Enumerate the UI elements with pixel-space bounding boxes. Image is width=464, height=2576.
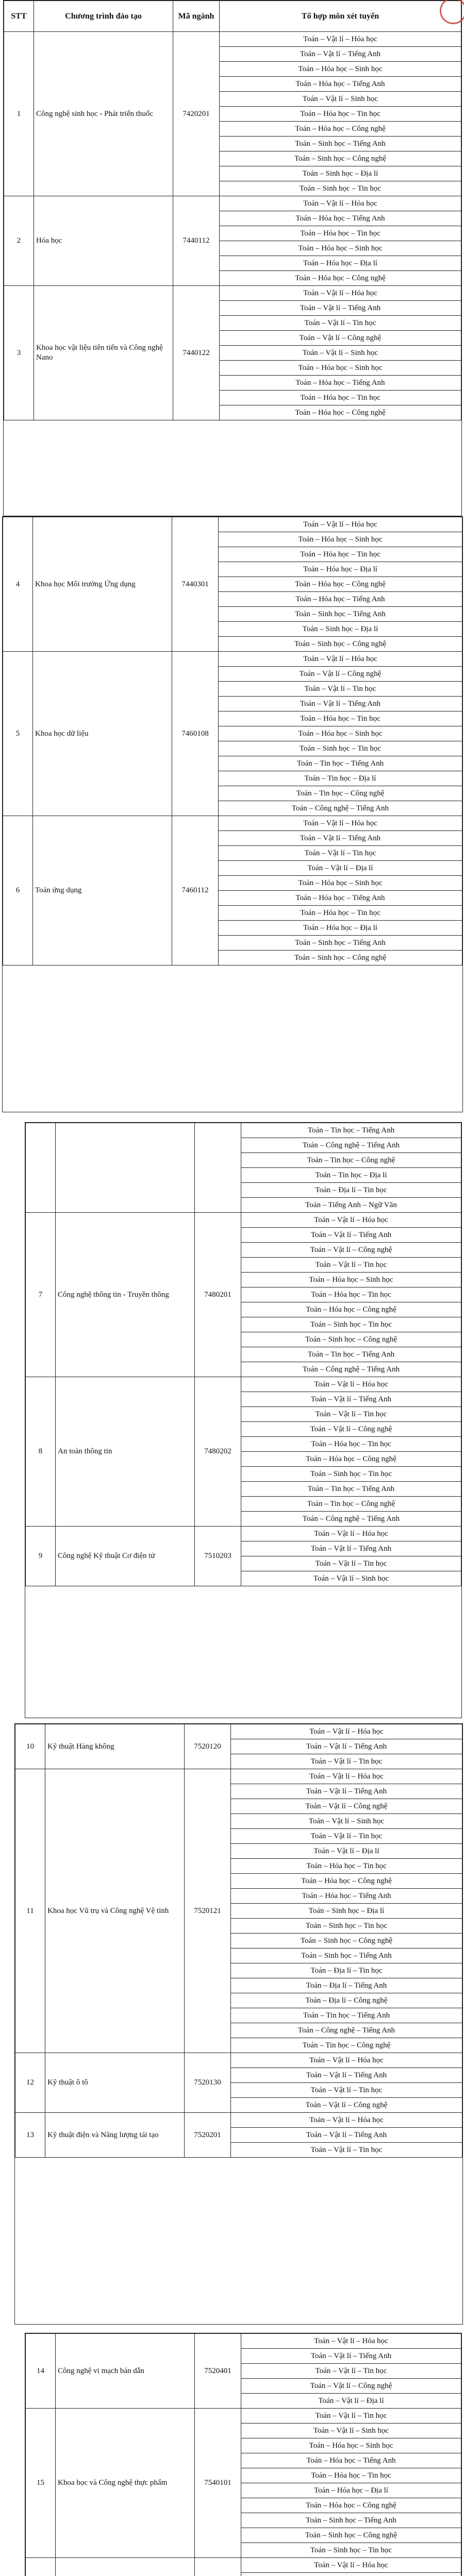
table-row bbox=[4, 286, 461, 301]
subject-combination: Toán – Sinh học – Tin học bbox=[231, 1919, 462, 1934]
table-row bbox=[15, 2113, 462, 2128]
subject-combination: Toán – Vật lí – Tiếng Anh bbox=[241, 1228, 461, 1243]
subject-combination: Toán – Vật lí – Địa lí bbox=[241, 2394, 461, 2409]
subject-combination: Toán – Vật lí – Tin học bbox=[231, 2083, 462, 2098]
header-row bbox=[4, 1, 461, 32]
program-name: An toàn thông tin bbox=[56, 1377, 195, 1527]
subject-combination: Toán – Vật lí – Công nghệ bbox=[241, 1422, 461, 1437]
subject-combination: Toán – Hóa học – Công nghệ bbox=[220, 122, 461, 137]
program-stt: 3 bbox=[4, 286, 34, 420]
subject-combination: Toán – Vật lí – Hóa học bbox=[241, 1527, 461, 1541]
program-stt bbox=[26, 2558, 56, 2576]
subject-combination: Toán – Công nghệ – Tiếng Anh bbox=[241, 1138, 461, 1153]
subject-combination: Toán – Tin học – Công nghệ bbox=[241, 1497, 461, 1512]
subject-combination: Toán – Tin học – Công nghệ bbox=[241, 1153, 461, 1168]
subject-combination: Toán – Vật lí – Hóa học bbox=[241, 2334, 461, 2349]
subject-combination: Toán – Sinh học – Tin học bbox=[241, 1467, 461, 1482]
program-name: Khoa học và Công nghệ thực phẩm bbox=[56, 2409, 195, 2558]
program-stt bbox=[26, 1123, 56, 1213]
subject-combination: Toán – Vật lí – Công nghệ bbox=[241, 2379, 461, 2394]
subject-combination: Toán – Hóa học – Tiếng Anh bbox=[220, 77, 461, 92]
subject-combination: Toán – Vật lí – Sinh học bbox=[241, 1571, 461, 1586]
subject-combination: Toán – Vật lí – Công nghệ bbox=[231, 1799, 462, 1814]
subject-combination: Toán – Hóa học – Tin học bbox=[219, 711, 462, 726]
subject-combination: Toán – Hóa học – Công nghệ bbox=[220, 271, 461, 286]
program-name: Công nghệ thông tin - Truyền thông bbox=[56, 1213, 195, 1377]
subject-combination: Toán – Vật lí – Tin học bbox=[231, 1829, 462, 1844]
subject-combination: Toán – Hóa học – Sinh học bbox=[219, 876, 462, 891]
subject-combination: Toán – Tin học – Tiếng Anh bbox=[241, 1482, 461, 1497]
subject-combination: Toán – Vật lí – Tin học bbox=[219, 846, 462, 861]
subject-combination: Toán – Hóa học – Sinh học bbox=[220, 241, 461, 256]
subject-combination: Toán – Sinh học – Công nghệ bbox=[241, 2528, 461, 2543]
subject-combination: Toán – Vật lí – Công nghệ bbox=[219, 667, 462, 682]
subject-combination: Toán – Vật lí – Hóa học bbox=[241, 2558, 461, 2573]
program-stt: 6 bbox=[3, 816, 33, 965]
subject-combination bbox=[241, 2573, 461, 2576]
program-code: 7520120 bbox=[185, 1724, 231, 1769]
subject-combination: Toán – Vật lí – Tiếng Anh bbox=[220, 47, 461, 62]
subject-combination: Toán – Sinh học – Địa lí bbox=[231, 1904, 462, 1919]
subject-combination: Toán – Sinh học – Tiếng Anh bbox=[219, 607, 462, 622]
program-name: Kỹ thuật điện và Năng lượng tái tạo bbox=[45, 2113, 185, 2158]
table-row bbox=[26, 1377, 461, 1392]
table-row bbox=[26, 1123, 461, 1138]
program-code: 7520130 bbox=[185, 2053, 231, 2113]
subject-combination: Toán – Vật lí – Tin học bbox=[231, 1754, 462, 1769]
program-stt: 13 bbox=[15, 2113, 45, 2158]
subject-combination: Toán – Hóa học – Tin học bbox=[220, 226, 461, 241]
subject-combination: Toán – Địa lí – Tin học bbox=[241, 1183, 461, 1198]
program-stt: 4 bbox=[3, 517, 33, 652]
program-code: 7510203 bbox=[195, 1527, 241, 1586]
subject-combination: Toán – Công nghệ – Tiếng Anh bbox=[241, 1512, 461, 1527]
program-stt: 1 bbox=[4, 32, 34, 196]
subject-combination: Toán – Vật lí – Sinh học bbox=[220, 346, 461, 361]
subject-combination: Toán – Hóa học – Địa lí bbox=[219, 562, 462, 577]
header-stt: STT bbox=[4, 1, 34, 32]
subject-combination: Toán – Hóa học – Công nghệ bbox=[241, 2498, 461, 2513]
subject-combination: Toán – Hóa học – Tin học bbox=[220, 391, 461, 405]
subject-combination: Toán – Vật lí – Tiếng Anh bbox=[231, 2128, 462, 2143]
subject-combination: Toán – Sinh học – Công nghệ bbox=[241, 1332, 461, 1347]
subject-combination: Toán – Vật lí – Tin học bbox=[219, 682, 462, 697]
header-program: Chương trình đào tạo bbox=[34, 1, 173, 32]
subject-combination: Toán – Hóa học – Tin học bbox=[220, 107, 461, 122]
table-row bbox=[26, 1527, 461, 1541]
subject-combination: Toán – Hóa học – Công nghệ bbox=[220, 405, 461, 420]
admission-table bbox=[25, 2333, 461, 2576]
admission-table bbox=[4, 1, 461, 420]
subject-combination: Toán – Hóa học – Tin học bbox=[241, 2468, 461, 2483]
subject-combination: Toán – Công nghệ – Tiếng Anh bbox=[241, 1362, 461, 1377]
table-row bbox=[15, 2053, 462, 2068]
subject-combination: Toán – Vật lí – Hóa học bbox=[220, 286, 461, 301]
subject-combination: Toán – Sinh học – Tiếng Anh bbox=[220, 137, 461, 151]
program-code bbox=[195, 2558, 241, 2576]
subject-combination: Toán – Hóa học – Công nghệ bbox=[231, 1874, 462, 1889]
subject-combination: Toán – Hóa học – Sinh học bbox=[219, 726, 462, 741]
subject-combination: Toán – Sinh học – Tin học bbox=[220, 181, 461, 196]
subject-combination: Toán – Vật lí – Hóa học bbox=[241, 1213, 461, 1228]
subject-combination: Toán – Vật lí – Hóa học bbox=[241, 1377, 461, 1392]
subject-combination: Toán – Tin học – Tiếng Anh bbox=[241, 1123, 461, 1138]
subject-combination: Toán – Vật lí – Tiếng Anh bbox=[220, 301, 461, 316]
subject-combination: Toán – Hóa học – Tin học bbox=[231, 1859, 462, 1874]
program-name: Kỹ thuật ô tô bbox=[45, 2053, 185, 2113]
program-stt: 5 bbox=[3, 652, 33, 816]
subject-combination: Toán – Hóa học – Tiếng Anh bbox=[231, 1889, 462, 1904]
subject-combination: Toán – Vật lí – Tiếng Anh bbox=[241, 2349, 461, 2364]
subject-combination: Toán – Vật lí – Địa lí bbox=[219, 861, 462, 876]
subject-combination: Toán – Vật lí – Tiếng Anh bbox=[231, 1784, 462, 1799]
subject-combination: Toán – Hóa học – Sinh học bbox=[241, 1273, 461, 1287]
subject-combination: Toán – Tiếng Anh – Ngữ Văn bbox=[241, 1198, 461, 1213]
subject-combination: Toán – Vật lí – Hóa học bbox=[231, 1724, 462, 1739]
table-row bbox=[26, 1213, 461, 1228]
subject-combination: Toán – Vật lí – Tin học bbox=[231, 2143, 462, 2158]
program-name: Kỹ thuật Hàng không bbox=[45, 1724, 185, 1769]
subject-combination: Toán – Hóa học – Tiếng Anh bbox=[220, 211, 461, 226]
subject-combination: Toán – Sinh học – Công nghệ bbox=[219, 637, 462, 652]
subject-combination: Toán – Vật lí – Tiếng Anh bbox=[241, 1541, 461, 1556]
subject-combination: Toán – Vật lí – Hóa học bbox=[219, 652, 462, 667]
subject-combination: Toán – Vật lí – Tiếng Anh bbox=[241, 1392, 461, 1407]
subject-combination: Toán – Công nghệ – Tiếng Anh bbox=[219, 801, 462, 816]
subject-combination: Toán – Vật lí – Công nghệ bbox=[241, 1243, 461, 1258]
subject-combination: Toán – Địa lí – Công nghệ bbox=[231, 1993, 462, 2008]
subject-combination: Toán – Vật lí – Công nghệ bbox=[231, 2098, 462, 2113]
subject-combination: Toán – Tin học – Công nghệ bbox=[231, 2038, 462, 2053]
table-row bbox=[15, 1769, 462, 1784]
program-name: Công nghệ Kỹ thuật Cơ điện tử bbox=[56, 1527, 195, 1586]
subject-combination: Toán – Hóa học – Tiếng Anh bbox=[241, 2453, 461, 2468]
subject-combination: Toán – Tin học – Tiếng Anh bbox=[231, 2008, 462, 2023]
subject-combination: Toán – Sinh học – Tin học bbox=[241, 1317, 461, 1332]
subject-combination: Toán – Sinh học – Tiếng Anh bbox=[231, 1948, 462, 1963]
program-code: 7420201 bbox=[173, 32, 220, 196]
subject-combination: Toán – Hóa học – Công nghệ bbox=[241, 1302, 461, 1317]
program-name bbox=[56, 2558, 195, 2576]
subject-combination: Toán – Vật lí – Tin học bbox=[241, 2409, 461, 2424]
subject-combination: Toán – Vật lí – Hóa học bbox=[219, 816, 462, 831]
program-stt: 9 bbox=[26, 1527, 56, 1586]
subject-combination: Toán – Vật lí – Tin học bbox=[241, 1556, 461, 1571]
table-row bbox=[26, 2409, 461, 2424]
subject-combination: Toán – Địa lí – Tin học bbox=[231, 1963, 462, 1978]
program-name: Toán ứng dụng bbox=[33, 816, 172, 965]
program-name: Hóa học bbox=[34, 196, 173, 286]
program-stt: 10 bbox=[15, 1724, 45, 1769]
subject-combination: Toán – Tin học – Tiếng Anh bbox=[241, 1347, 461, 1362]
program-stt: 8 bbox=[26, 1377, 56, 1527]
subject-combination: Toán – Vật lí – Địa lí bbox=[231, 1844, 462, 1859]
admission-table bbox=[25, 1123, 461, 1586]
subject-combination: Toán – Hóa học – Tin học bbox=[241, 1287, 461, 1302]
program-code: 7460108 bbox=[172, 652, 219, 816]
subject-combination: Toán – Hóa học – Sinh học bbox=[219, 532, 462, 547]
program-stt: 12 bbox=[15, 2053, 45, 2113]
program-code: 7480201 bbox=[195, 1213, 241, 1377]
subject-combination: Toán – Hóa học – Tin học bbox=[219, 906, 462, 921]
subject-combination: Toán – Hóa học – Địa lí bbox=[241, 2483, 461, 2498]
header-code: Mã ngành bbox=[173, 1, 220, 32]
subject-combination: Toán – Hóa học – Sinh học bbox=[241, 2438, 461, 2453]
subject-combination: Toán – Sinh học – Công nghệ bbox=[231, 1934, 462, 1948]
subject-combination: Toán – Hóa học – Công nghệ bbox=[241, 1452, 461, 1467]
program-name: Công nghệ sinh học - Phát triển thuốc bbox=[34, 32, 173, 196]
document-page bbox=[3, 0, 462, 516]
subject-combination: Toán – Vật lí – Tin học bbox=[241, 1258, 461, 1273]
program-name: Công nghệ vi mạch bán dẫn bbox=[56, 2334, 195, 2409]
subject-combination: Toán – Địa lí – Tiếng Anh bbox=[231, 1978, 462, 1993]
subject-combination: Toán – Sinh học – Tin học bbox=[241, 2543, 461, 2558]
program-code: 7520121 bbox=[185, 1769, 231, 2053]
subject-combination: Toán – Tin học – Công nghệ bbox=[219, 786, 462, 801]
subject-combination: Toán – Vật lí – Hóa học bbox=[231, 2113, 462, 2128]
program-code: 7480202 bbox=[195, 1377, 241, 1527]
subject-combination: Toán – Hóa học – Địa lí bbox=[219, 921, 462, 936]
subject-combination: Toán – Hóa học – Tiếng Anh bbox=[220, 376, 461, 391]
subject-combination: Toán – Sinh học – Công nghệ bbox=[219, 951, 462, 965]
program-name: Khoa học vật liệu tiên tiến và Công nghệ Nano bbox=[34, 286, 173, 420]
table-row bbox=[4, 32, 461, 47]
subject-combination: Toán – Sinh học – Công nghệ bbox=[220, 151, 461, 166]
program-name bbox=[56, 1123, 195, 1213]
subject-combination: Toán – Sinh học – Tiếng Anh bbox=[219, 936, 462, 951]
program-code: 7520201 bbox=[185, 2113, 231, 2158]
subject-combination: Toán – Vật lí – Sinh học bbox=[231, 1814, 462, 1829]
program-code: 7520401 bbox=[195, 2334, 241, 2409]
subject-combination: Toán – Tin học – Địa lí bbox=[219, 771, 462, 786]
program-name: Khoa học Vũ trụ và Công nghệ Vệ tinh bbox=[45, 1769, 185, 2053]
subject-combination: Toán – Hóa học – Tiếng Anh bbox=[219, 891, 462, 906]
subject-combination: Toán – Vật lí – Tiếng Anh bbox=[231, 2068, 462, 2083]
subject-combination: Toán – Hóa học – Tiếng Anh bbox=[219, 592, 462, 607]
header-combinations: Tổ hợp môn xét tuyển bbox=[220, 1, 461, 32]
subject-combination: Toán – Vật lí – Hóa học bbox=[220, 196, 461, 211]
subject-combination: Toán – Vật lí – Tiếng Anh bbox=[219, 831, 462, 846]
subject-combination: Toán – Sinh học – Địa lí bbox=[219, 622, 462, 637]
subject-combination: Toán – Vật lí – Tiếng Anh bbox=[219, 697, 462, 711]
subject-combination: Toán – Hóa học – Tin học bbox=[241, 1437, 461, 1452]
subject-combination: Toán – Vật lí – Hóa học bbox=[231, 1769, 462, 1784]
admission-table bbox=[3, 517, 462, 965]
subject-combination: Toán – Sinh học – Tin học bbox=[219, 741, 462, 756]
subject-combination: Toán – Tin học – Địa lí bbox=[241, 1168, 461, 1183]
document-page bbox=[14, 1723, 463, 2325]
program-stt: 2 bbox=[4, 196, 34, 286]
program-code: 7440301 bbox=[172, 517, 219, 652]
subject-combination: Toán – Vật lí – Hóa học bbox=[220, 32, 461, 47]
subject-combination: Toán – Hóa học – Tin học bbox=[219, 547, 462, 562]
subject-combination: Toán – Vật lí – Hóa học bbox=[219, 517, 462, 532]
subject-combination: Toán – Tin học – Tiếng Anh bbox=[219, 756, 462, 771]
subject-combination: Toán – Vật lí – Tiếng Anh bbox=[231, 1739, 462, 1754]
table-row bbox=[4, 196, 461, 211]
subject-combination: Toán – Vật lí – Hóa học bbox=[231, 2053, 462, 2068]
program-name: Khoa học Môi trường Ứng dụng bbox=[33, 517, 172, 652]
program-stt: 7 bbox=[26, 1213, 56, 1377]
program-code: 7460112 bbox=[172, 816, 219, 965]
subject-combination: Toán – Sinh học – Tiếng Anh bbox=[241, 2513, 461, 2528]
subject-combination: Toán – Hóa học – Sinh học bbox=[220, 361, 461, 376]
document-page bbox=[25, 1122, 462, 1718]
program-code: 7440122 bbox=[173, 286, 220, 420]
subject-combination: Toán – Vật lí – Tin học bbox=[220, 316, 461, 331]
table-row bbox=[26, 2558, 461, 2573]
program-code bbox=[195, 1123, 241, 1213]
document-page bbox=[25, 2333, 462, 2576]
subject-combination: Toán – Vật lí – Sinh học bbox=[220, 92, 461, 107]
subject-combination: Toán – Vật lí – Sinh học bbox=[241, 2424, 461, 2438]
program-code: 7540101 bbox=[195, 2409, 241, 2558]
subject-combination: Toán – Sinh học – Địa lí bbox=[220, 166, 461, 181]
subject-combination: Toán – Vật lí – Tin học bbox=[241, 1407, 461, 1422]
table-row bbox=[15, 1724, 462, 1739]
subject-combination: Toán – Hóa học – Sinh học bbox=[220, 62, 461, 77]
subject-combination: Toán – Công nghệ – Tiếng Anh bbox=[231, 2023, 462, 2038]
program-stt: 11 bbox=[15, 1769, 45, 2053]
program-name: Khoa học dữ liệu bbox=[33, 652, 172, 816]
subject-combination: Toán – Vật lí – Tin học bbox=[241, 2364, 461, 2379]
program-stt: 14 bbox=[26, 2334, 56, 2409]
subject-combination: Toán – Hóa học – Công nghệ bbox=[219, 577, 462, 592]
program-stt: 15 bbox=[26, 2409, 56, 2558]
table-row bbox=[3, 517, 462, 532]
table-row bbox=[3, 652, 462, 667]
admission-table bbox=[15, 1724, 462, 2158]
subject-combination: Toán – Vật lí – Công nghệ bbox=[220, 331, 461, 346]
document-page bbox=[2, 516, 463, 1112]
table-row bbox=[3, 816, 462, 831]
table-row bbox=[26, 2334, 461, 2349]
program-code: 7440112 bbox=[173, 196, 220, 286]
subject-combination: Toán – Hóa học – Địa lí bbox=[220, 256, 461, 271]
